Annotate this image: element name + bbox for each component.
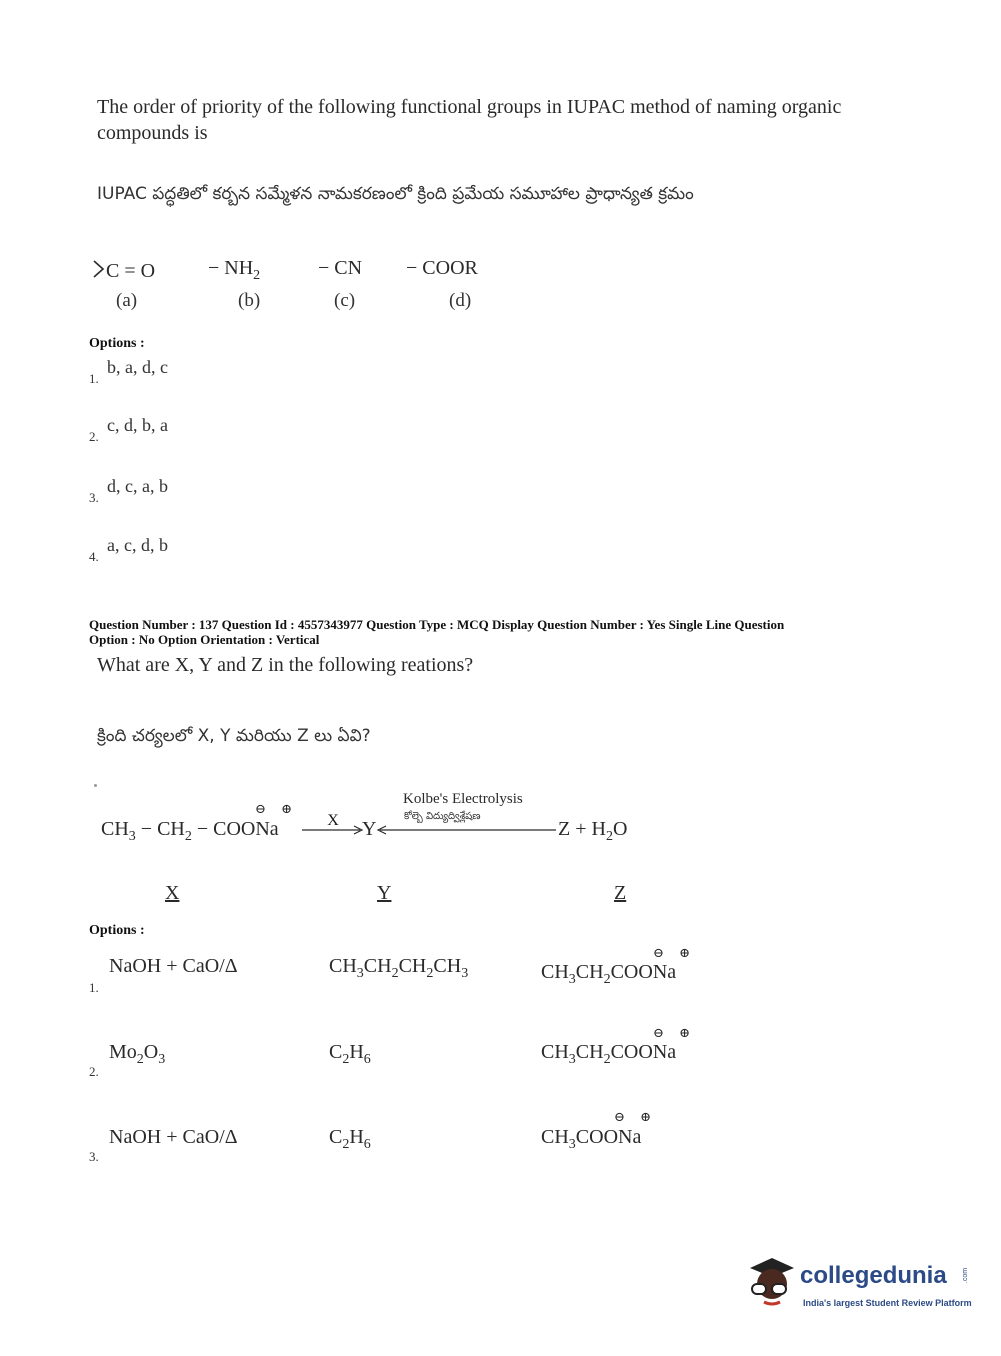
header-z: Z [614,882,627,904]
q2-option-1-y: $CH_3CH_2CH_2CH_3$ [329,955,469,981]
q1-option-3-number: 3. [89,490,99,505]
q2-meta-line-1: Question Number : 137 Question Id : 4557343977 Question Type : MCQ Display Question Number : Yes Single Line Question [89,617,785,632]
q2-option-3-x[interactable]: NaOH + CaO/Δ [109,1126,238,1148]
q2-option-2-z: $CH_3CH_2COONa$ [541,1041,677,1067]
q1-option-1-number: 1. [89,371,99,386]
forward-arrow-icon [302,824,364,836]
kolbe-label: Kolbe's Electrolysis [403,791,523,807]
carbonyl-bonds-icon [92,257,106,281]
q1-group-d-label: (d) [449,290,472,311]
q1-group-d: − COOR [406,257,478,279]
q1-option-2[interactable]: c, d, b, a [107,415,168,435]
q2-question-text: What are X, Y and Z in the following reations? [97,654,474,676]
q2-option-2-x[interactable]: $Mo_2O_3$ [109,1041,166,1067]
q1-option-4[interactable]: a, c, d, b [107,535,168,555]
q1-options-label: Options : [89,336,145,351]
logo-domain: .com [962,1267,970,1284]
q1-group-a: C = O [92,257,155,283]
q2-question-telugu: క్రింది చర్యలలో X, Y మరియు Z లు ఏవి? [97,726,371,746]
q1-group-c-label: (c) [334,290,356,311]
q1-option-4-number: 4. [89,549,99,564]
q2-option-2-y: $C_2H_6$ [329,1041,371,1067]
speck-dot [94,784,97,787]
collegedunia-mascot-icon [742,1250,800,1308]
q1-group-a-label: (a) [116,290,138,311]
q2-option-1-number: 1. [89,980,99,995]
intermediate-y: Y [362,818,377,840]
q2-option-2-number: 2. [89,1064,99,1079]
products-formula: $Z + H_2O$ [558,818,628,844]
q2-option-1-x[interactable]: NaOH + CaO/Δ [109,955,238,977]
q1-option-3[interactable]: d, c, a, b [107,476,168,496]
q2-option-1-charges: ⊖ ⊕ [653,945,697,960]
header-y: Y [377,882,392,904]
q2-option-3-z: $CH_3COONa$ [541,1126,642,1152]
q1-group-c: − CN [318,257,363,279]
q2-meta-line-2: Option : No Option Orientation : Vertical [89,632,320,647]
logo-name: collegedunia [800,1262,947,1289]
q1-option-2-number: 2. [89,429,99,444]
kolbe-label-telugu: కోల్బె విద్యుద్విశ్లేషణ [404,811,481,822]
backward-arrow-icon [376,824,556,836]
q1-question-telugu: IUPAC పద్ధతిలో కర్బన సమ్మేళన నామకరణంలో క్రింది ప్రమేయ సమూహాల ప్రాధాన్యత క్రమం [97,184,694,204]
q2-option-1-z: $CH_3CH_2COONa$ [541,961,677,987]
q2-option-2-charges: ⊖ ⊕ [653,1025,697,1040]
q1-group-b: − $NH_2$ [208,257,261,283]
q2-options-label: Options : [89,923,145,938]
arrow-x-label: X [327,812,339,829]
q1-group-b-label: (b) [238,290,261,311]
q2-option-3-y: $C_2H_6$ [329,1126,371,1152]
logo-tagline: India's largest Student Review Platform [803,1298,972,1308]
q2-option-3-number: 3. [89,1149,99,1164]
header-x: X [165,882,180,904]
reactant-charges: ⊖ ⊕ [255,801,299,816]
reactant-formula: $CH_3 - CH_2$ − COONa [101,818,279,844]
q2-option-3-charges: ⊖ ⊕ [614,1109,658,1124]
q1-question-text: The order of priority of the following functional groups in IUPAC method of naming organic compounds is [97,96,842,144]
q1-option-1[interactable]: b, a, d, c [107,357,168,377]
